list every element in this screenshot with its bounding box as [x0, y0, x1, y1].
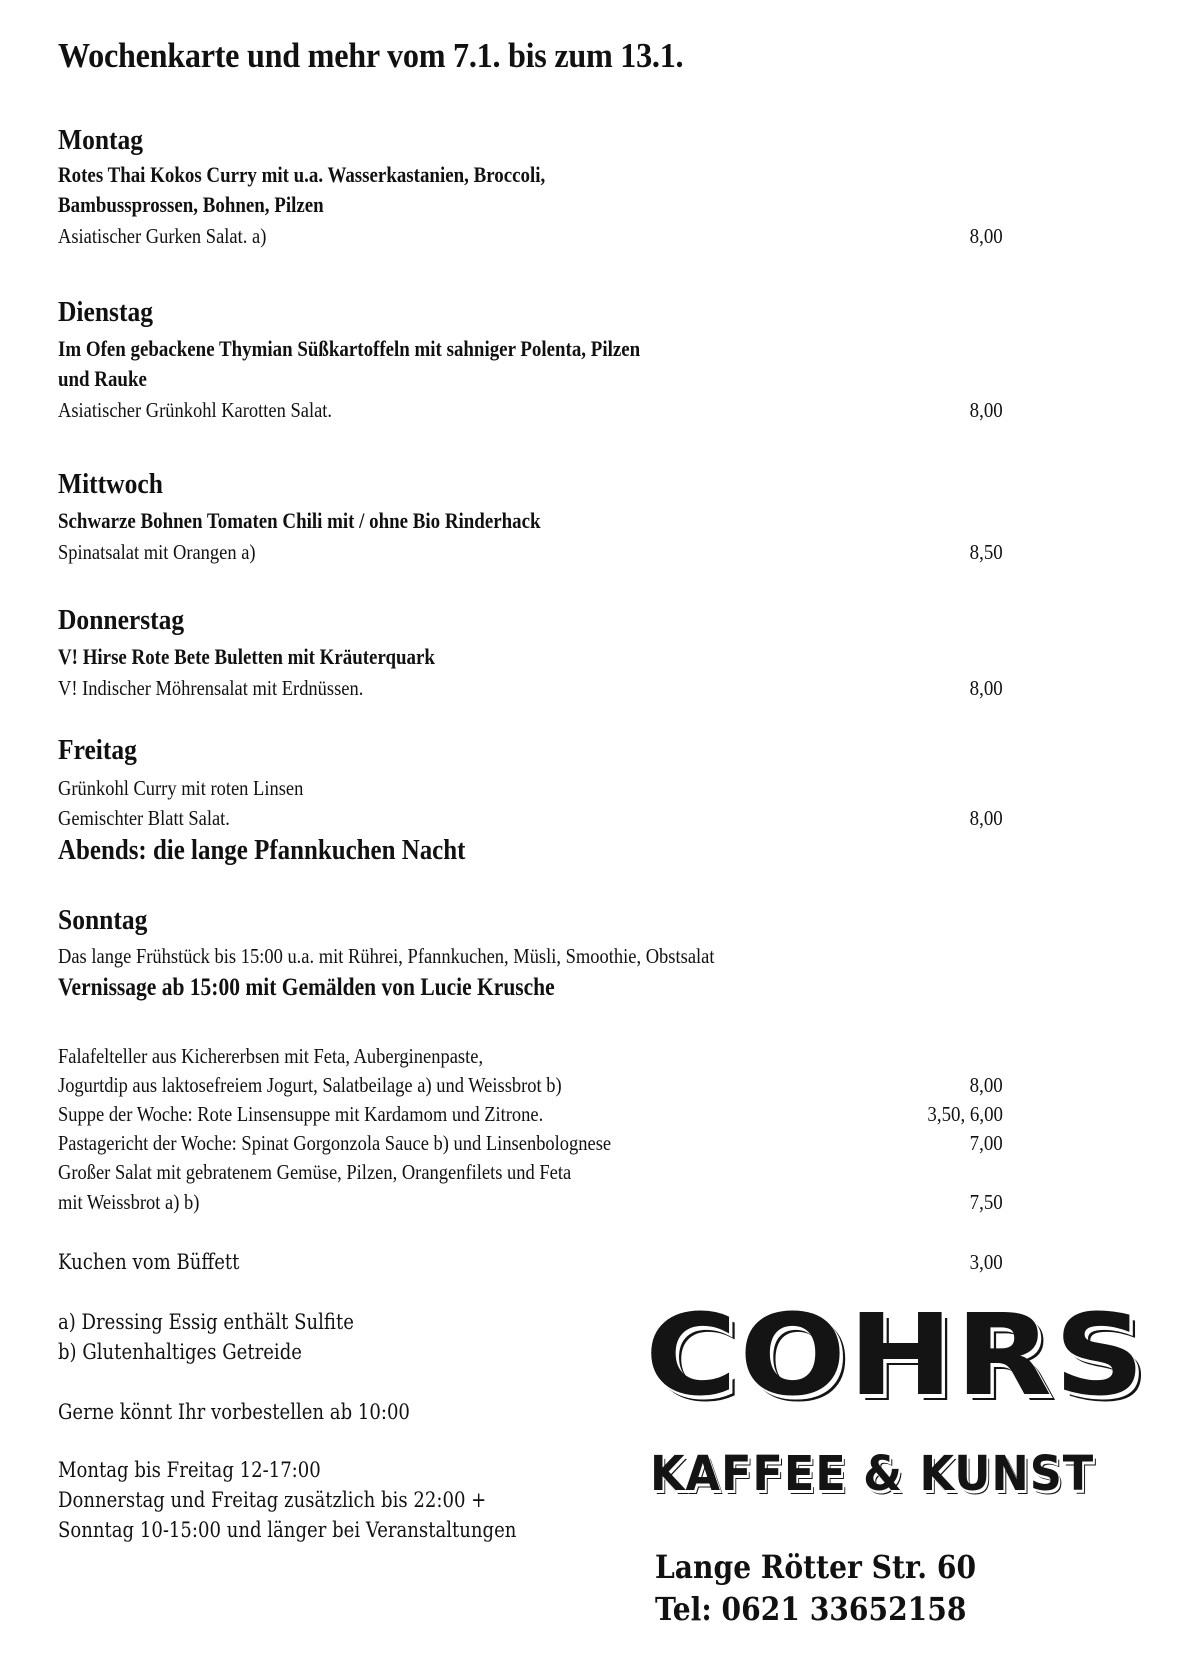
dish-donnerstag: V! Hirse Rote Bete Buletten mit Kräuterquark — [58, 644, 435, 669]
price-mittwoch: 8,50 — [969, 540, 1003, 564]
allergen-a: a) Dressing Essig enthält Sulfite — [58, 1310, 354, 1334]
soup-of-week: Suppe der Woche: Rote Linsensuppe mit Kardamom und Zitrone. — [58, 1102, 544, 1126]
big-salad-line-2: mit Weissbrot a) b) — [58, 1190, 200, 1214]
address-phone: Tel: 0621 33652158 — [655, 1590, 967, 1628]
page-title: Wochenkarte und mehr vom 7.1. bis zum 13.1. — [58, 36, 684, 75]
side-freitag: Gemischter Blatt Salat. — [58, 806, 230, 830]
dish-montag-line-2: Bambussprossen, Bohnen, Pilzen — [58, 192, 324, 217]
big-salad-line-1: Großer Salat mit gebratenem Gemüse, Pilzen, Orangenfilets und Feta — [58, 1160, 572, 1184]
price-dienstag: 8,00 — [969, 398, 1003, 422]
day-heading-freitag: Freitag — [58, 734, 137, 766]
sonntag-breakfast: Das lange Frühstück bis 15:00 u.a. mit Rührei, Pfannkuchen, Müsli, Smoothie, Obstsalat — [58, 944, 715, 968]
side-dienstag: Asiatischer Grünkohl Karotten Salat. — [58, 398, 333, 422]
allergen-b: b) Glutenhaltiges Getreide — [58, 1340, 302, 1364]
dish-dienstag-line-1: Im Ofen gebackene Thymian Süßkartoffeln mit sahniger Polenta, Pilzen — [58, 336, 641, 361]
side-donnerstag: V! Indischer Möhrensalat mit Erdnüssen. — [58, 676, 364, 700]
price-montag: 8,00 — [969, 224, 1003, 248]
price-pasta: 7,00 — [969, 1131, 1003, 1155]
hours-line-1: Montag bis Freitag 12-17:00 — [58, 1458, 321, 1482]
falafel-line-2: Jogurtdip aus laktosefreiem Jogurt, Salatbeilage a) und Weissbrot b) — [58, 1073, 562, 1097]
preorder-note: Gerne könnt Ihr vorbestellen ab 10:00 — [58, 1400, 410, 1424]
day-heading-donnerstag: Donnerstag — [58, 604, 185, 636]
logo-subtitle: KAFFEE & KUNST — [650, 1446, 1095, 1502]
address-street: Lange Rötter Str. 60 — [655, 1548, 977, 1586]
logo-wordmark: COHRS — [645, 1291, 1147, 1421]
cohrs-logo — [645, 1291, 1147, 1530]
dish-freitag: Grünkohl Curry mit roten Linsen — [58, 776, 304, 800]
dish-mittwoch: Schwarze Bohnen Tomaten Chili mit / ohne Bio Rinderhack — [58, 508, 541, 533]
falafel-line-1: Falafelteller aus Kichererbsen mit Feta, Auberginenpaste, — [58, 1044, 484, 1068]
pasta-of-week: Pastagericht der Woche: Spinat Gorgonzola Sauce b) und Linsenbolognese — [58, 1131, 612, 1155]
side-montag: Asiatischer Gurken Salat. a) — [58, 224, 267, 248]
cake-buffet: Kuchen vom Büffett — [58, 1250, 240, 1274]
hours-line-2: Donnerstag und Freitag zusätzlich bis 22:00 + — [58, 1488, 487, 1512]
price-freitag: 8,00 — [969, 806, 1003, 830]
day-heading-montag: Montag — [58, 124, 144, 156]
price-donnerstag: 8,00 — [969, 676, 1003, 700]
side-mittwoch: Spinatsalat mit Orangen a) — [58, 540, 256, 564]
sonntag-vernissage: Vernissage ab 15:00 mit Gemälden von Lucie Krusche — [58, 974, 555, 1001]
freitag-evening-event: Abends: die lange Pfannkuchen Nacht — [58, 834, 466, 866]
day-heading-mittwoch: Mittwoch — [58, 468, 163, 500]
dish-dienstag-line-2: und Rauke — [58, 366, 147, 391]
price-falafel: 8,00 — [969, 1073, 1003, 1097]
day-heading-dienstag: Dienstag — [58, 296, 153, 328]
day-heading-sonntag: Sonntag — [58, 904, 148, 936]
hours-line-3: Sonntag 10-15:00 und länger bei Veranstaltungen — [58, 1518, 517, 1542]
dish-montag-line-1: Rotes Thai Kokos Curry mit u.a. Wasserkastanien, Broccoli, — [58, 162, 546, 187]
price-soup: 3,50, 6,00 — [927, 1102, 1003, 1126]
price-big-salad: 7,50 — [969, 1190, 1003, 1214]
price-cake: 3,00 — [969, 1250, 1003, 1274]
